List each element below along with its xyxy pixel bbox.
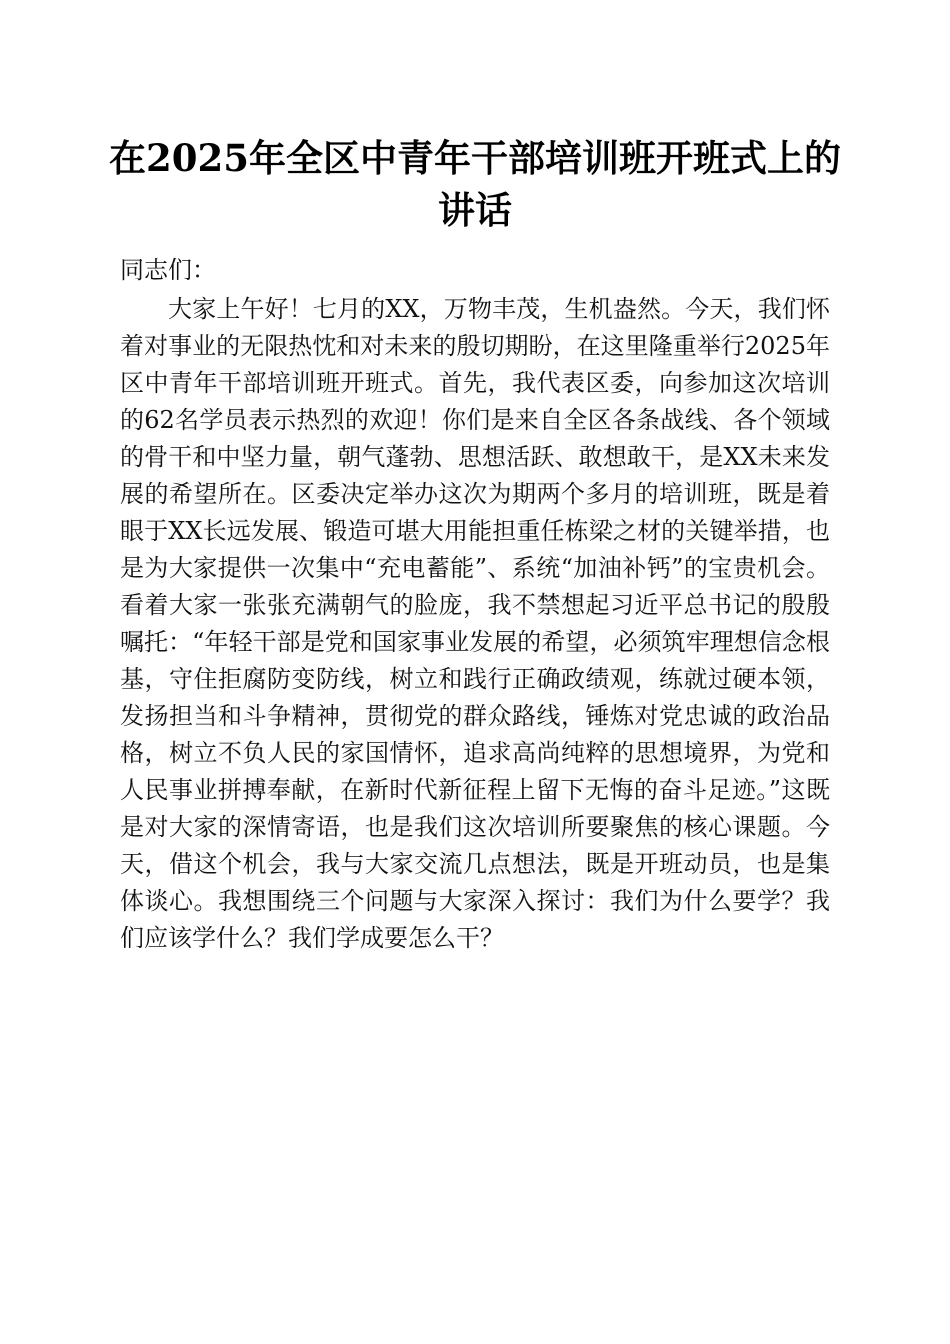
document-title: [100, 132, 850, 236]
speech-paragraph: 大家上午好！七月的XX，万物丰茂，生机盎然。今天，我们怀着对事业的无限热忱和对未来的殷切期盼，在这里隆重举行2025年区中青年干部培训班开班式。首先，我代表区委，向参加这次培训的62名学员表示热烈的欢迎！你们是来自全区各条战线、各个领域的骨干和中坚力量，朝气蓬勃、思想活跃、敢想敢干，是XX未来发展的希望所在。区委决定举办这次为期两个多月的培训班，既是着眼于XX长远发展、锻造可堪大用能担重任栋梁之材的关键举措，也是为大家提供一次集中“充电蓄能”、系统“加油补钙”的宝贵机会。看着大家一张张充满朝气的脸庞，我不禁想起习近平总书记的殷殷嘱托：“年轻干部是党和国家事业发展的希望，必须筑牢理想信念根基，守住拒腐防变防线，树立和践行正确政绩观，练就过硬本领，发扬担当和斗争精神，贯彻党的群众路线，锤炼对党忠诚的政治品格，树立不负人民的家国情怀，追求高尚纯粹的思想境界，为党和人民事业拼搏奉献，在新时代新征程上留下无悔的奋斗足迹。”这既是对大家的深情寄语，也是我们这次培训所要聚焦的核心课题。今天，借这个机会，我与大家交流几点想法，既是开班动员，也是集体谈心。我想围绕三个问题与大家深入探讨：我们为什么要学？我们应该学什么？我们学成要怎么干？: [120, 295, 830, 952]
title-line-2: 讲话: [438, 188, 512, 232]
document-body: [120, 252, 830, 957]
greeting: 同志们：: [120, 256, 216, 284]
title-line-1: 在2025年全区中青年干部培训班开班式上的: [109, 136, 841, 180]
